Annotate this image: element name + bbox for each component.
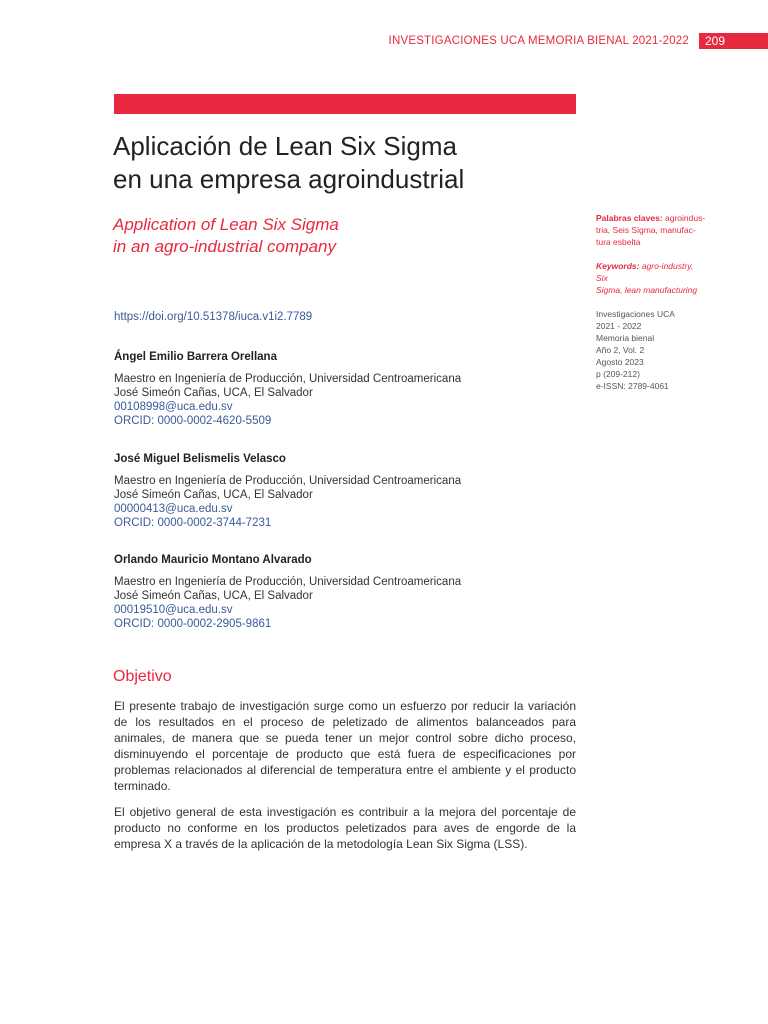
author-block bbox=[114, 350, 594, 428]
palabras-claves-line-2: tria, Seis Sigma, manufac- bbox=[596, 225, 696, 235]
article-subtitle-line-1: Application of Lean Six Sigma bbox=[113, 215, 339, 234]
palabras-claves bbox=[596, 212, 706, 248]
publication-info-line: Memoria bienal bbox=[596, 333, 655, 343]
section-heading-objetivo: Objetivo bbox=[113, 668, 172, 685]
article-subtitle-english bbox=[113, 214, 583, 258]
author-affiliation-line-1: Maestro en Ingeniería de Producción, Universidad Centroamericana bbox=[114, 576, 462, 588]
author-affiliation-line-1: Maestro en Ingeniería de Producción, Universidad Centroamericana bbox=[114, 475, 462, 487]
metadata-sidebar bbox=[596, 212, 706, 392]
palabras-claves-line-3: tura esbelta bbox=[596, 237, 641, 247]
keywords bbox=[596, 260, 706, 296]
author-email-link[interactable]: 00019510@uca.edu.sv bbox=[114, 604, 233, 616]
author-affiliation-line-2: José Simeón Cañas, UCA, El Salvador bbox=[114, 489, 313, 501]
running-header bbox=[389, 33, 768, 49]
author-email-link[interactable]: 00000413@uca.edu.sv bbox=[114, 503, 233, 515]
objetivo-paragraph-1: El presente trabajo de investigación surge como un esfuerzo por reducir la variación de los resultados en el proceso de peletizado de alimentos balanceados para animales, de manera que se pueda tener un mejor control sobre dicho proceso, disminuyendo el porcentaje de producto que está fuera de especificaciones por problemas relacionados al diferencial de temperatura entre el ambiente y el producto terminado. bbox=[114, 699, 576, 793]
publication-info-line: 2021 - 2022 bbox=[596, 321, 642, 331]
objetivo-paragraph-2: El objetivo general de esta investigación es contribuir a la mejora del porcentaje de producto no conforme en los productos peletizados para aves de engorde de la empresa X a través de la aplicación de la metodología Lean Six Sigma (LSS). bbox=[114, 805, 576, 851]
palabras-claves-line-1: agroindus- bbox=[665, 213, 706, 223]
doi-link[interactable]: https://doi.org/10.51378/iuca.v1i2.7789 bbox=[114, 311, 313, 323]
title-accent-bar bbox=[114, 94, 576, 114]
publication-info-line: p (209-212) bbox=[596, 369, 640, 379]
author-email-link[interactable]: 00108998@uca.edu.sv bbox=[114, 401, 233, 413]
publication-info bbox=[596, 308, 706, 392]
author-affiliation-line-1: Maestro en Ingeniería de Producción, Universidad Centroamericana bbox=[114, 373, 462, 385]
author-orcid-link[interactable]: ORCID: 0000-0002-3744-7231 bbox=[114, 517, 272, 529]
palabras-claves-label: Palabras claves: bbox=[596, 213, 663, 223]
journal-header-title: INVESTIGACIONES UCA MEMORIA BIENAL 2021-2022 bbox=[388, 35, 689, 47]
publication-info-line: Investigaciones UCA bbox=[596, 309, 675, 319]
keywords-line-2: Sigma, lean manufacturing bbox=[596, 285, 698, 295]
article-title-line-2: en una empresa agroindustrial bbox=[113, 164, 465, 194]
article-subtitle-line-2: in an agro-industrial company bbox=[113, 237, 337, 256]
author-name: José Miguel Belismelis Velasco bbox=[114, 453, 286, 465]
publication-info-line: Agosto 2023 bbox=[596, 357, 644, 367]
keywords-label: Keywords: bbox=[596, 261, 640, 271]
author-name: Ángel Emilio Barrera Orellana bbox=[114, 351, 277, 363]
author-name: Orlando Mauricio Montano Alvarado bbox=[114, 554, 312, 566]
author-block bbox=[114, 553, 594, 631]
page-number: 209 bbox=[699, 33, 768, 49]
author-orcid-link[interactable]: ORCID: 0000-0002-2905-9861 bbox=[114, 618, 272, 630]
keywords-line-1: agro-industry, Six bbox=[596, 261, 694, 283]
author-affiliation-line-2: José Simeón Cañas, UCA, El Salvador bbox=[114, 590, 313, 602]
article-title-line-1: Aplicación de Lean Six Sigma bbox=[113, 131, 457, 161]
author-affiliation-line-2: José Simeón Cañas, UCA, El Salvador bbox=[114, 387, 313, 399]
author-orcid-link[interactable]: ORCID: 0000-0002-4620-5509 bbox=[114, 415, 272, 427]
publication-info-line: e-ISSN: 2789-4061 bbox=[596, 381, 669, 391]
author-block bbox=[114, 452, 594, 530]
article-title bbox=[113, 130, 583, 196]
publication-info-line: Año 2, Vol. 2 bbox=[596, 345, 645, 355]
